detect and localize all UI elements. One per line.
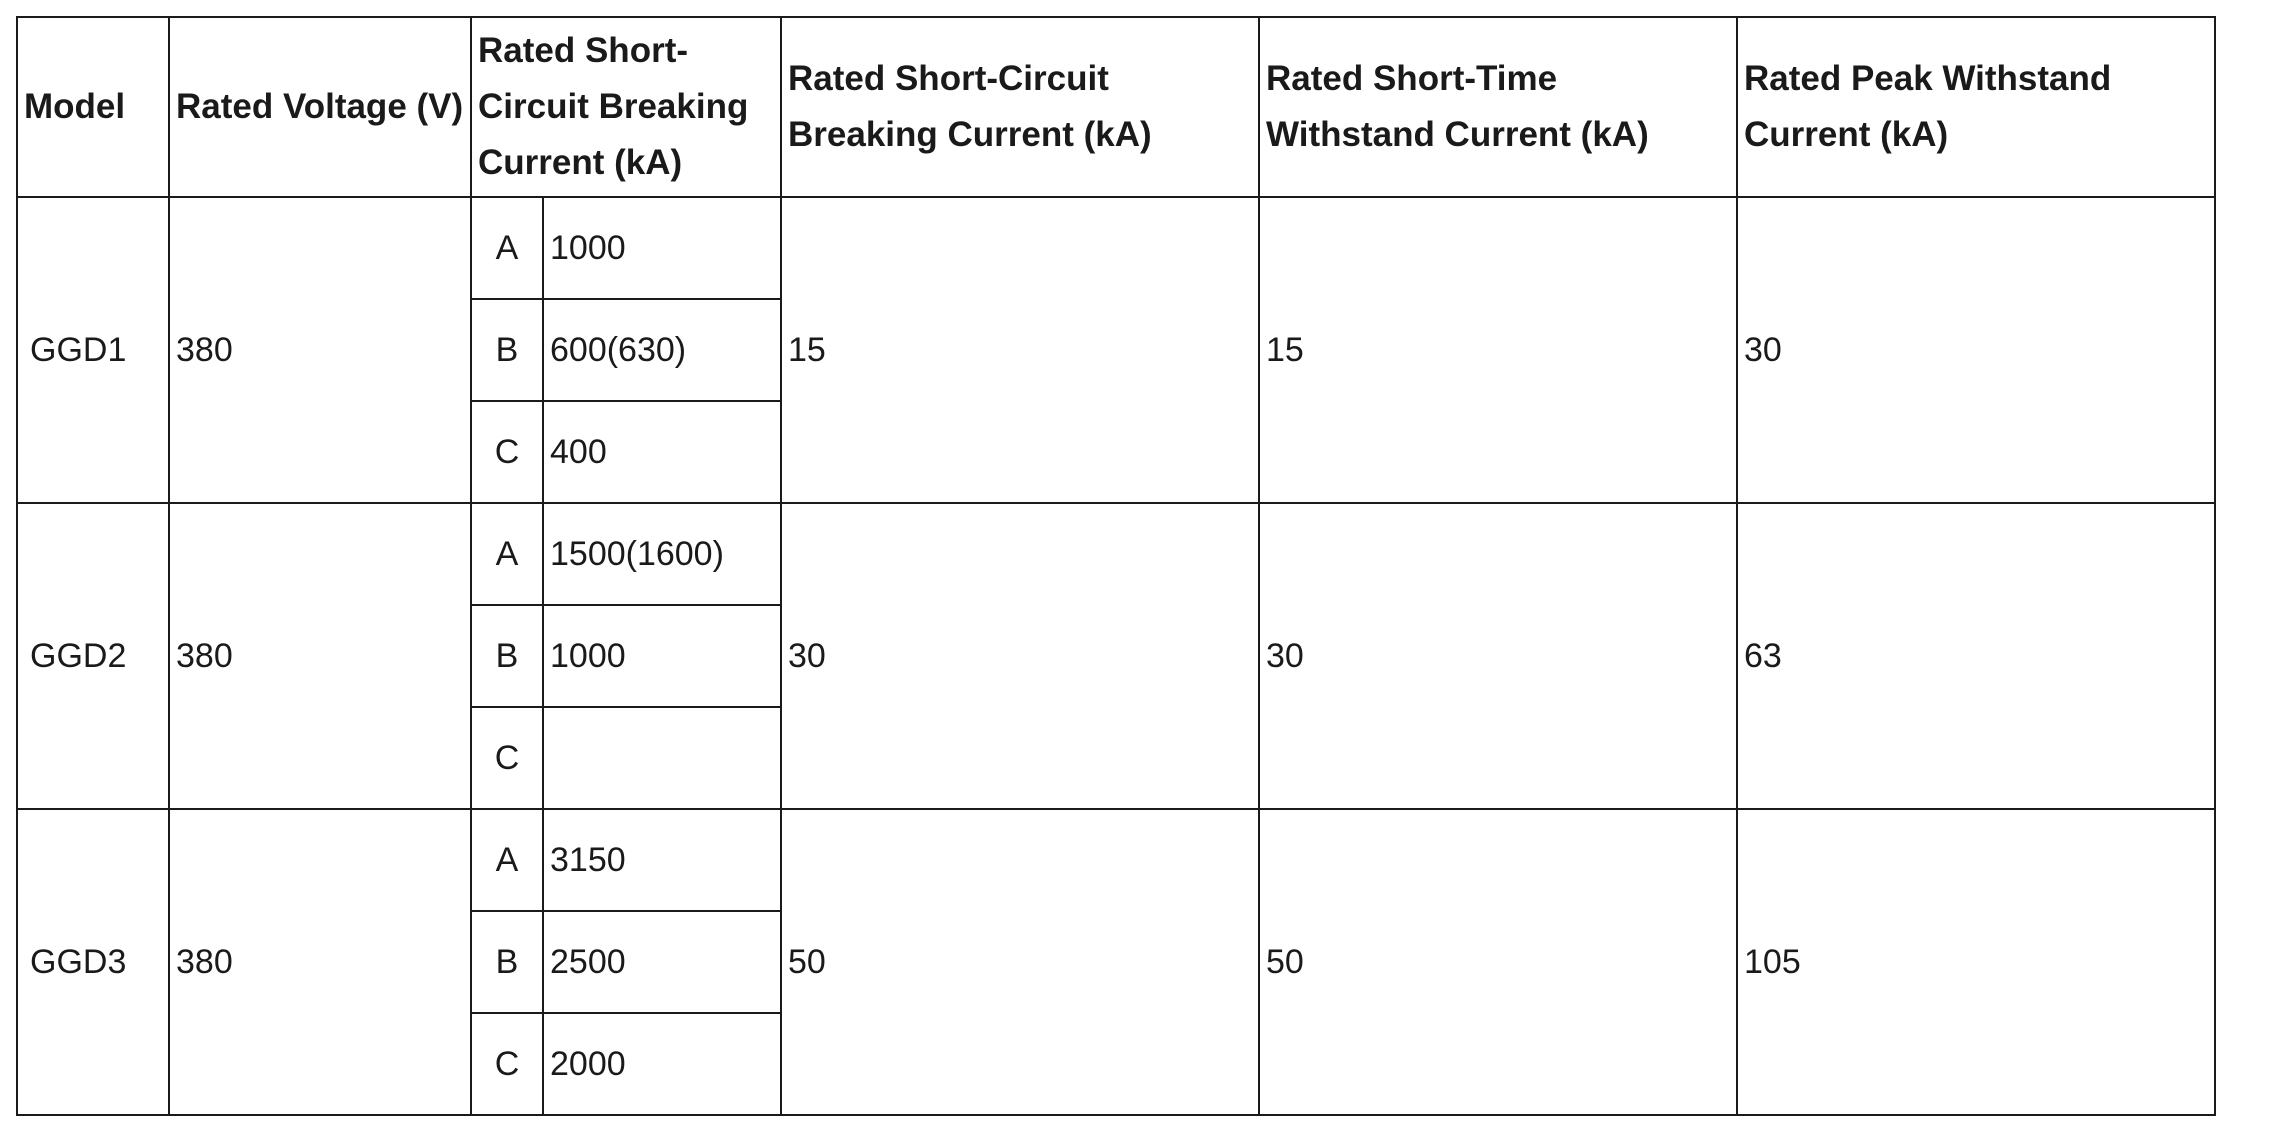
peak-current-cell: 30 [1737, 197, 2215, 503]
rated-current-cell: 1000 [543, 197, 781, 299]
rated-current-cell: 3150 [543, 809, 781, 911]
rated-current-cell: 2000 [543, 1013, 781, 1115]
header-breaking-current: Rated Short-Circuit Breaking Current (kA) [781, 17, 1259, 197]
short-time-current-cell: 30 [1259, 503, 1737, 809]
breaking-current-cell: 30 [781, 503, 1259, 809]
rated-current-cell: 2500 [543, 911, 781, 1013]
grade-cell: A [471, 503, 543, 605]
table-row [17, 503, 2215, 605]
short-time-current-cell: 50 [1259, 809, 1737, 1115]
grade-cell: C [471, 1013, 543, 1115]
grade-cell: B [471, 605, 543, 707]
header-peak-current: Rated Peak Withstand Current (kA) [1737, 17, 2215, 197]
rated-current-cell: 1000 [543, 605, 781, 707]
header-model: Model [17, 17, 169, 197]
rated-current-cell: 600(630) [543, 299, 781, 401]
spec-table [16, 16, 2216, 1116]
grade-cell: B [471, 299, 543, 401]
breaking-current-cell: 15 [781, 197, 1259, 503]
grade-cell: A [471, 197, 543, 299]
header-short-time-current: Rated Short-Time Withstand Current (kA) [1259, 17, 1737, 197]
voltage-cell: 380 [169, 809, 471, 1115]
grade-cell: C [471, 707, 543, 809]
grade-cell: A [471, 809, 543, 911]
model-cell: GGD3 [17, 809, 169, 1115]
model-cell: GGD1 [17, 197, 169, 503]
short-time-current-cell: 15 [1259, 197, 1737, 503]
rated-current-cell [543, 707, 781, 809]
rated-current-cell: 1500(1600) [543, 503, 781, 605]
voltage-cell: 380 [169, 503, 471, 809]
rated-current-cell: 400 [543, 401, 781, 503]
peak-current-cell: 63 [1737, 503, 2215, 809]
breaking-current-cell: 50 [781, 809, 1259, 1115]
header-rated-voltage: Rated Voltage (V) [169, 17, 471, 197]
table-row [17, 197, 2215, 299]
model-cell: GGD2 [17, 503, 169, 809]
table-row [17, 809, 2215, 911]
peak-current-cell: 105 [1737, 809, 2215, 1115]
grade-cell: B [471, 911, 543, 1013]
grade-cell: C [471, 401, 543, 503]
header-row [17, 17, 2215, 197]
voltage-cell: 380 [169, 197, 471, 503]
header-rated-current: Rated Short-Circuit Breaking Current (kA) [471, 17, 781, 197]
